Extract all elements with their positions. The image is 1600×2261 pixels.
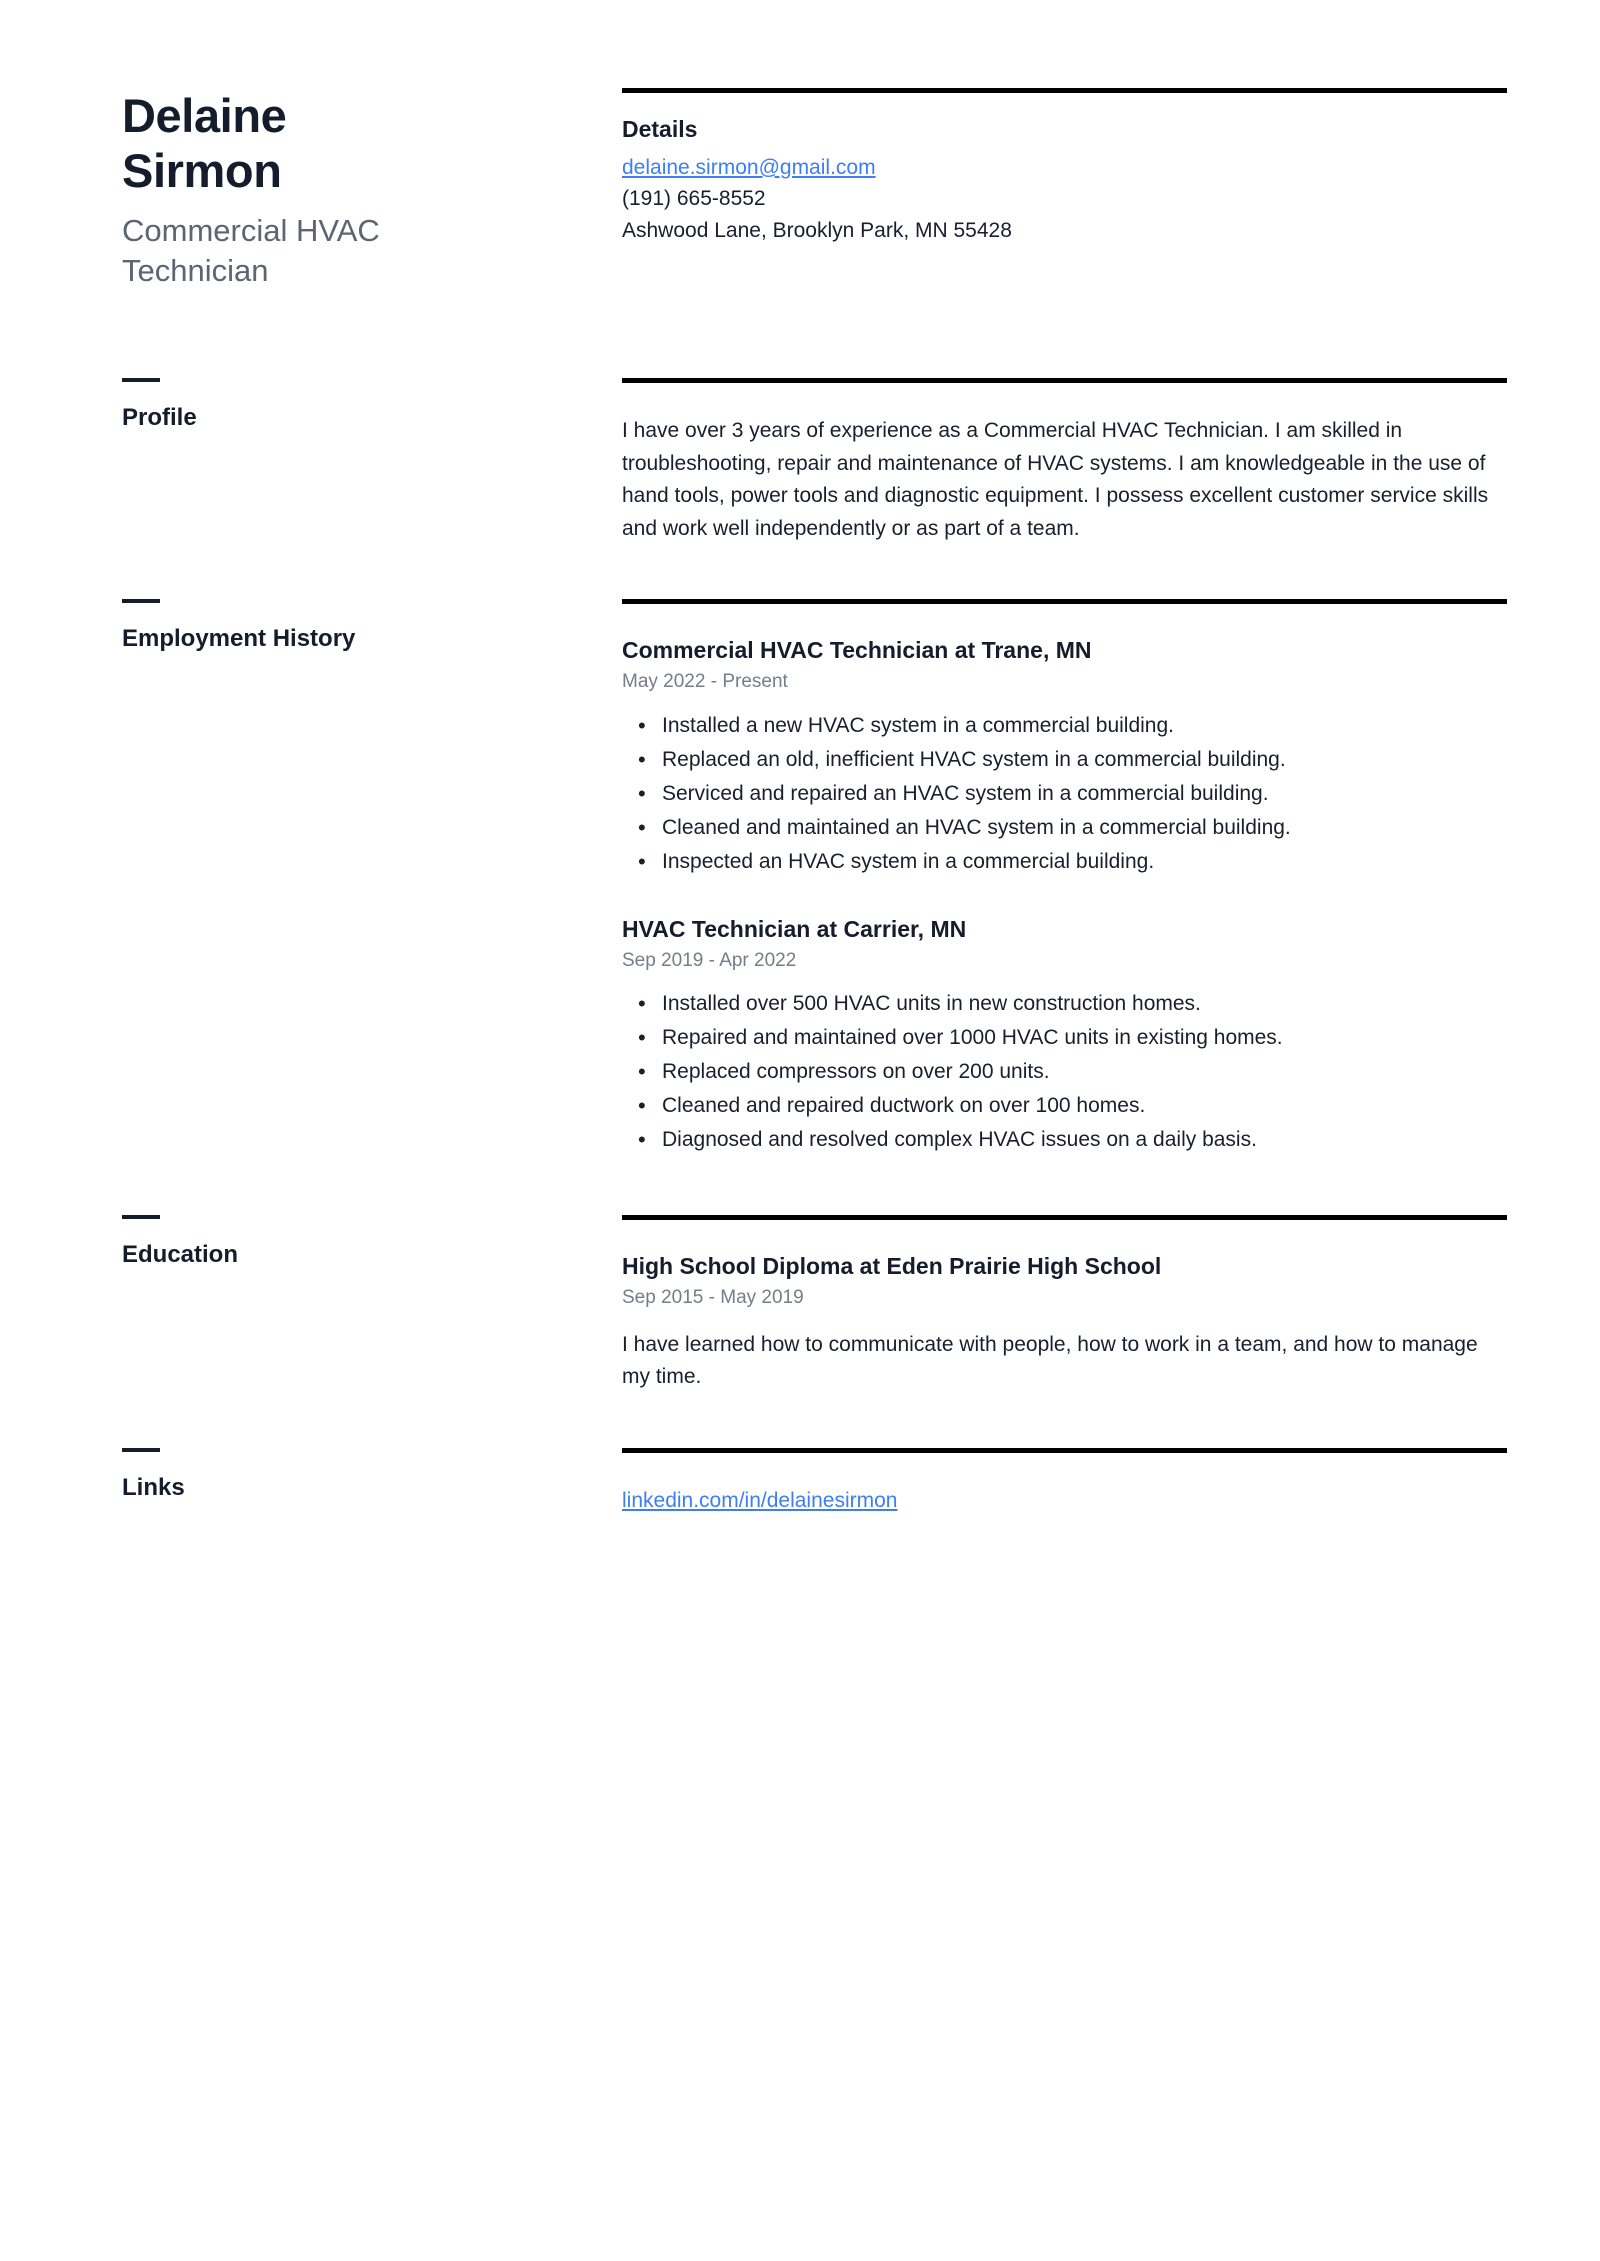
- details-block: [622, 88, 1507, 290]
- profile-section-label: Profile: [122, 404, 197, 432]
- profile-text: I have over 3 years of experience as a Commercial HVAC Technician. I am skilled in troubleshooting, repair and maintenance of HVAC systems. I am knowledgeable in the use of hand tools, power tools and diagnostic equipment. I possess excellent customer service skills and work well independently or as part of a team.: [622, 419, 1489, 540]
- name-block: [122, 88, 622, 290]
- section-dash-icon: [122, 1215, 160, 1219]
- job-title: HVAC Technician at Carrier, MN: [622, 915, 967, 942]
- list-item: • Inspected an HVAC system in a commercial building.: [662, 845, 1507, 879]
- list-item: • Cleaned and maintained an HVAC system in a commercial building.: [662, 811, 1507, 845]
- education-content: [622, 1215, 1507, 1394]
- profile-row: [0, 290, 1600, 545]
- section-dash-icon: [122, 378, 160, 382]
- employment-entry: [622, 636, 1507, 879]
- employment-entry: [622, 915, 1507, 1158]
- links-content: [622, 1448, 1507, 1517]
- education-side-heading: [122, 1215, 622, 1394]
- education-text: I have learned how to communicate with people, how to work in a team, and how to manage my time.: [622, 1332, 1478, 1389]
- list-item: • Diagnosed and resolved complex HVAC issues on a daily basis.: [662, 1123, 1507, 1157]
- list-item: • Installed a new HVAC system in a commercial building.: [662, 709, 1507, 743]
- links-section-label: Links: [122, 1474, 185, 1501]
- education-section-label: Education: [122, 1241, 239, 1269]
- link-list-item: [622, 1485, 1507, 1517]
- job-bullets: [622, 987, 1507, 1157]
- linkedin-link[interactable]: linkedin.com/in/delainesirmon: [622, 1489, 898, 1512]
- list-item: • Serviced and repaired an HVAC system in a commercial building.: [662, 777, 1507, 811]
- profile-content: [622, 378, 1507, 545]
- links-row: [0, 1394, 1600, 1517]
- job-date: May 2022 - Present: [622, 671, 788, 693]
- job-date: Sep 2019 - Apr 2022: [622, 949, 797, 971]
- page-title: [122, 88, 452, 199]
- job-headline: Commercial HVAC Technician: [122, 212, 380, 288]
- email-line: [622, 152, 1507, 184]
- links-side-heading: [122, 1448, 622, 1517]
- employment-side-heading: [122, 599, 622, 1157]
- details-heading: Details: [622, 116, 698, 142]
- list-item: • Cleaned and repaired ductwork on over 100 homes.: [662, 1089, 1507, 1123]
- education-entry: [622, 1252, 1507, 1394]
- education-date: Sep 2015 - May 2019: [622, 1287, 804, 1309]
- list-item: • Replaced an old, inefficient HVAC system in a commercial building.: [662, 743, 1507, 777]
- address-line: Ashwood Lane, Brooklyn Park, MN 55428: [622, 219, 1012, 243]
- employment-content: [622, 599, 1507, 1157]
- last-name: Sirmon: [122, 144, 282, 198]
- education-row: [0, 1157, 1600, 1394]
- profile-side-heading: [122, 378, 622, 545]
- education-title: High School Diploma at Eden Prairie High School: [622, 1253, 1162, 1280]
- section-dash-icon: [122, 599, 160, 603]
- list-item: • Repaired and maintained over 1000 HVAC units in existing homes.: [662, 1021, 1507, 1055]
- list-item: • Installed over 500 HVAC units in new construction homes.: [662, 987, 1507, 1021]
- section-dash-icon: [122, 1448, 160, 1452]
- job-title: Commercial HVAC Technician at Trane, MN: [622, 637, 1092, 664]
- first-name: Delaine: [122, 89, 287, 142]
- employment-section-label: Employment History: [122, 625, 356, 653]
- email-link[interactable]: delaine.sirmon@gmail.com: [622, 155, 876, 179]
- list-item: • Replaced compressors on over 200 units.: [662, 1055, 1507, 1089]
- phone-line: (191) 665-8552: [622, 187, 766, 211]
- job-bullets: [622, 709, 1507, 879]
- employment-row: [0, 545, 1600, 1157]
- header-row: [0, 0, 1600, 290]
